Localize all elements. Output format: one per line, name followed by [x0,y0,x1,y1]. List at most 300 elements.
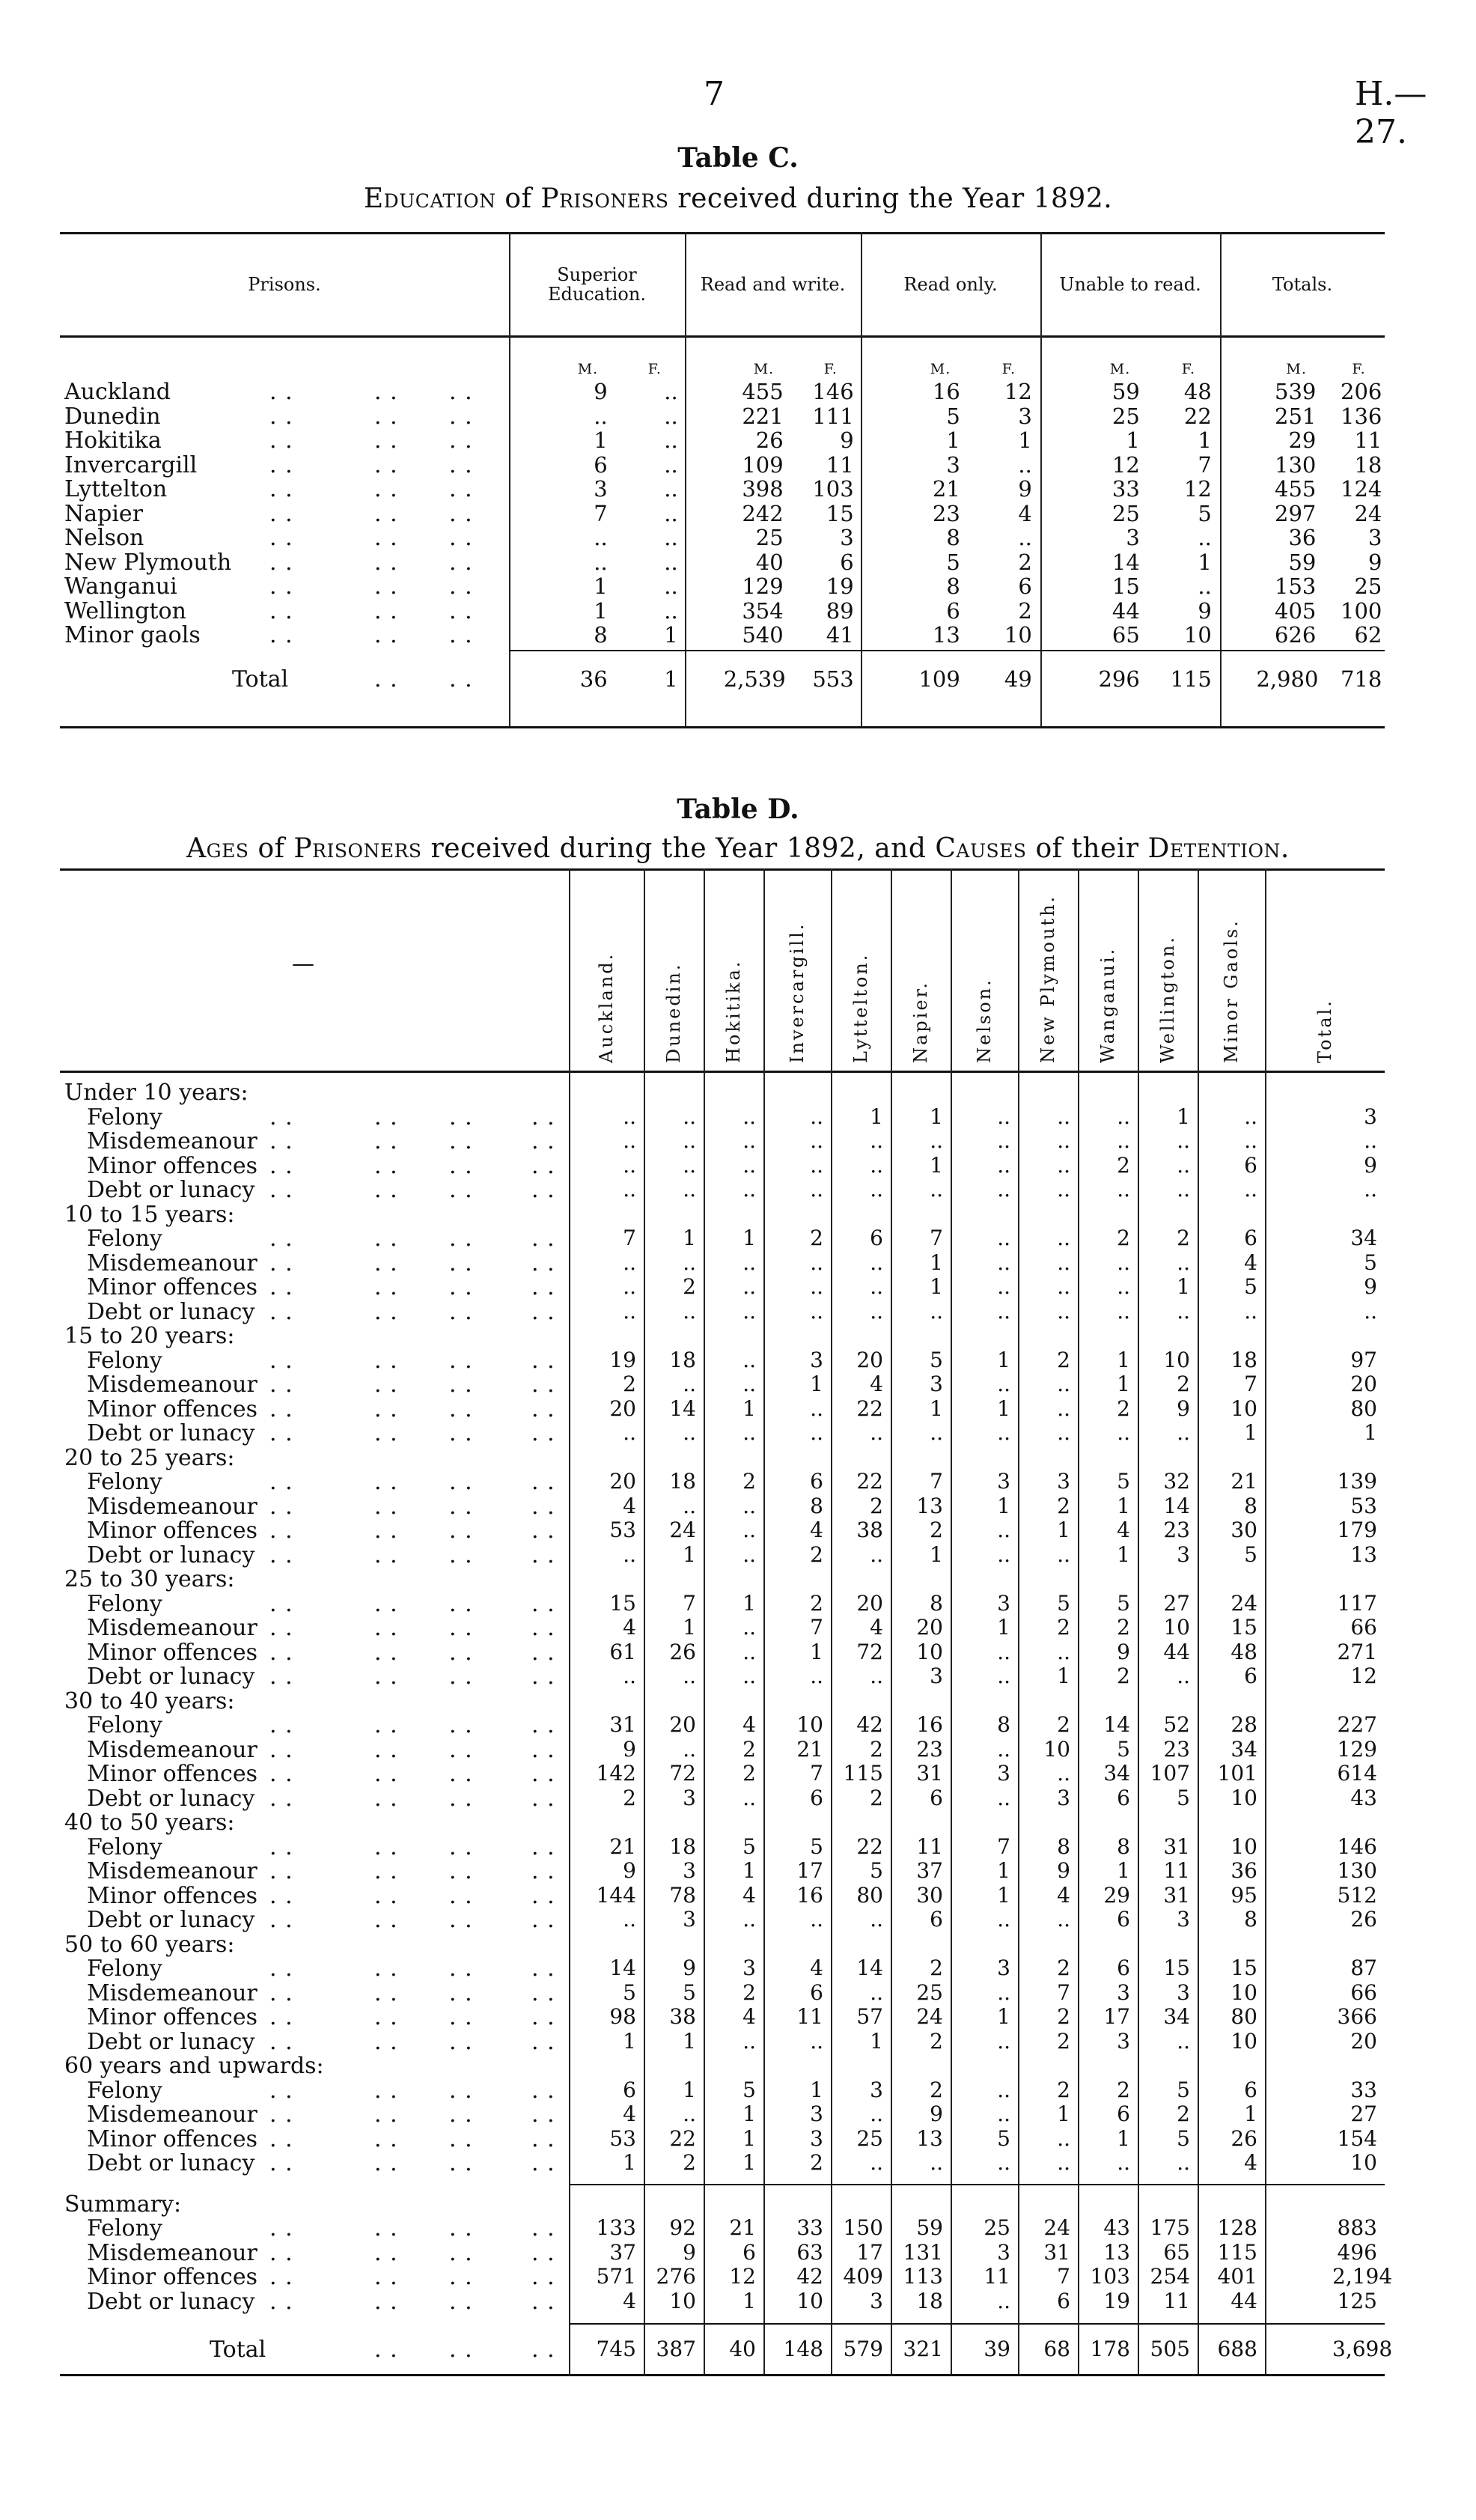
table-cell: 146 [812,379,854,404]
table-cell: 2,194 [1332,2264,1393,2289]
table-cell: 883 [1337,2215,1377,2240]
table-cell: 4 [1244,2150,1257,2175]
leader-dots: . . [449,1907,473,1933]
leader-dots: . . [449,1590,473,1617]
table-cell: .. [870,1177,883,1202]
table-cell: 59 [916,2215,943,2240]
table-cell: 7 [810,1615,823,1640]
row-label: Debt or lunacy [87,2288,255,2315]
column-divider [763,868,765,2374]
column-header: Hokitika. [723,959,744,1063]
table-cell: 22 [669,2125,696,2151]
leader-dots: . . [374,622,398,648]
row-label: Felony [87,1590,162,1617]
table-cell: .. [594,549,608,575]
table-cell: 87 [1350,1956,1377,1980]
leader-dots: . . [269,1396,293,1422]
table-cell: .. [1057,1372,1070,1396]
page-header [0,75,1476,151]
total-cell: 148 [783,2337,823,2361]
table-cell: 1 [683,1541,696,1567]
table-cell: 5 [1177,2077,1190,2102]
table-cell: .. [623,1274,636,1299]
table-cell: .. [1364,1128,1377,1153]
leader-dots: . . [269,1128,293,1154]
rule-header [60,1071,1385,1073]
table-cell: 540 [742,622,784,648]
table-cell: 2 [1117,1396,1130,1421]
leader-dots: . . [449,1956,473,1982]
table-cell: 6 [930,1907,943,1932]
leader-dots: . . [449,1177,473,1203]
leader-dots: . . [269,451,293,478]
table-cell: 24 [1354,500,1382,526]
leader-dots: . . [374,403,398,430]
table-cell: .. [930,1177,943,1202]
table-cell: 8 [1057,1833,1070,1859]
leader-dots: . . [374,1469,398,1495]
table-cell: .. [1057,1226,1070,1250]
table-cell: 1 [1364,1420,1377,1445]
table-cell: 24 [669,1518,696,1542]
table-cell: 1 [1126,427,1140,453]
table-cell: 2 [1117,1615,1130,1640]
table-cell: .. [683,1250,696,1275]
table-cell: 12 [1111,451,1140,478]
table-cell: 78 [669,1882,696,1908]
table-cell: .. [742,1785,756,1810]
table-cell: 21 [1230,1469,1257,1494]
total-cell: 178 [1090,2337,1130,2361]
leader-dots: . . [374,1250,398,1276]
leader-dots: . . [374,1882,398,1909]
table-cell: 409 [843,2264,883,2289]
table-cell: 63 [796,2239,823,2265]
row-label: Misdemeanour [87,1858,257,1884]
row-label: Debt or lunacy [87,2150,255,2176]
leader-dots: . . [374,597,398,624]
table-cell: 62 [1354,622,1382,648]
table-cell: 2 [623,1785,636,1810]
table-cell: 455 [742,379,784,404]
table-cell: 251 [1275,403,1317,429]
column-header: Read and write. [700,273,846,295]
table-cell: 25 [1111,403,1140,429]
table-cell: 80 [856,1882,883,1908]
table-cell: 1 [1018,427,1032,453]
table-cell: 17 [796,1858,823,1883]
table-cell: 25 [1111,500,1140,526]
leader-dots: . . [531,1712,555,1738]
table-cell: .. [1177,1128,1190,1153]
leader-dots: . . [531,1590,555,1617]
table-cell: .. [997,2101,1010,2126]
sex-subheader: F. [1001,361,1016,377]
leader-dots: . . [269,1469,293,1495]
leader-dots: . . [269,1104,293,1130]
table-cell: 1 [997,1396,1010,1421]
table-cell: 2 [810,1541,823,1567]
table-cell: 1 [930,1274,943,1299]
table-cell: 1 [1177,1104,1190,1129]
row-label: Debt or lunacy [87,1664,255,1690]
leader-dots: . . [531,1979,555,2006]
leader-dots: . . [374,1128,398,1154]
table-cell: .. [997,1785,1010,1810]
leader-dots: . . [449,2337,473,2363]
row-label: Minor offences [87,1152,257,1179]
row-label: Minor offences [87,1518,257,1544]
table-cell: 18 [669,1347,696,1372]
table-d-title: Table D. [677,794,799,825]
sex-subheader: M. [1109,361,1131,377]
table-cell: 59 [1111,379,1140,404]
table-cell: 15 [1230,1615,1257,1640]
leader-dots: . . [269,1639,293,1666]
table-cell: .. [742,1250,756,1275]
total-cell: 36 [579,666,608,692]
table-cell: 17 [856,2239,883,2265]
leader-dots: . . [449,2004,473,2030]
table-cell: 5 [1177,1785,1190,1810]
row-label: Misdemeanour [87,1493,257,1520]
leader-dots: . . [449,1128,473,1154]
table-cell: 66 [1350,1979,1377,2005]
table-cell: 27 [1163,1590,1190,1616]
table-cell: 5 [1117,1590,1130,1616]
leader-dots: . . [269,2004,293,2030]
leader-dots: . . [449,1396,473,1422]
table-cell: .. [742,1615,756,1640]
leader-dots: . . [374,476,398,502]
table-cell: 1 [1117,1493,1130,1518]
table-cell: .. [870,1979,883,2005]
table-cell: 1 [930,1250,943,1275]
table-cell: .. [1177,2028,1190,2054]
leader-dots: . . [374,2288,398,2315]
table-cell: 496 [1337,2239,1377,2265]
table-cell: 2 [1057,2028,1070,2054]
table-cell: 23 [1163,1736,1190,1762]
table-cell: 130 [1275,451,1317,478]
table-cell: 1 [997,1882,1010,1908]
leader-dots: . . [449,1469,473,1495]
table-cell: 59 [1288,549,1317,575]
table-cell: 24 [1230,1590,1257,1616]
table-cell: 153 [1275,573,1317,599]
column-divider [891,868,892,2374]
table-cell: .. [683,1493,696,1518]
age-group-label: 60 years and upwards: [64,2053,324,2079]
leader-dots: . . [531,2101,555,2128]
column-header: Superior Education. [548,264,646,305]
column-divider [1018,868,1019,2374]
leader-dots: . . [269,1152,293,1179]
table-cell: .. [870,1250,883,1275]
leader-dots: . . [449,2125,473,2152]
prison-name: Napier [64,500,144,527]
column-header: Napier. [910,980,931,1063]
row-label: Misdemeanour [87,1979,257,2006]
table-cell: .. [1057,1177,1070,1202]
table-cell: 221 [742,403,784,429]
leader-dots: . . [531,1761,555,1787]
table-cell: 7 [1057,1979,1070,2005]
prison-name: Wellington [64,597,186,624]
table-cell: 107 [1150,1761,1190,1786]
table-cell: 1 [1198,549,1212,575]
leader-dots: . . [531,1104,555,1130]
table-cell: 28 [1230,1712,1257,1737]
table-cell: 18 [669,1469,696,1494]
leader-dots: . . [449,666,473,693]
row-label: Felony [87,1226,162,1252]
leader-dots: . . [531,1420,555,1446]
table-cell: 21 [796,1736,823,1762]
table-cell: 8 [1117,1833,1130,1859]
table-cell: .. [742,2028,756,2054]
leader-dots: . . [374,2215,398,2241]
leader-dots: . . [269,1177,293,1203]
leader-dots: . . [374,451,398,478]
table-cell: 150 [843,2215,883,2240]
table-cell: 1 [930,1104,943,1129]
leader-dots: . . [449,1639,473,1666]
sex-subheader: F. [647,361,662,377]
table-cell: .. [1177,2150,1190,2175]
table-cell: 72 [669,1761,696,1786]
leader-dots: . . [531,1858,555,1884]
table-cell: 131 [903,2239,943,2265]
row-label: Minor offences [87,1882,257,1909]
leader-dots: . . [374,1785,398,1812]
column-divider [1138,868,1139,2374]
table-cell: 40 [755,549,784,575]
leader-dots: . . [374,1664,398,1690]
table-cell: 3 [1117,2028,1130,2054]
leader-dots: . . [531,1493,555,1520]
leader-dots: . . [269,2239,293,2266]
table-cell: 9 [683,1956,696,1980]
table-cell: 1 [1117,1858,1130,1883]
table-cell: 2 [1057,1347,1070,1372]
table-cell: .. [1018,525,1032,550]
table-cell: 1 [810,2077,823,2102]
table-cell: .. [664,573,678,599]
table-cell: .. [623,1177,636,1202]
table-cell: .. [997,1639,1010,1664]
table-cell: 1 [594,597,608,624]
table-cell: 2 [742,1761,756,1786]
table-cell: 1 [946,427,960,453]
total-cell: 49 [1004,666,1032,692]
table-cell: 89 [826,597,854,624]
row-label: Debt or lunacy [87,1907,255,1933]
table-cell: .. [742,1664,756,1688]
leader-dots: . . [531,2215,555,2241]
table-cell: 2 [930,1956,943,1980]
table-cell: 2 [1177,2101,1190,2126]
table-cell: 6 [870,1226,883,1250]
table-cell: .. [1177,1177,1190,1202]
table-cell: 2 [1018,597,1032,624]
table-cell: 26 [1350,1907,1377,1932]
leader-dots: . . [269,2288,293,2315]
leader-dots: . . [531,1882,555,1909]
leader-dots: . . [449,1858,473,1884]
table-cell: 16 [916,1712,943,1737]
leader-dots: . . [374,2264,398,2290]
leader-dots: . . [531,1469,555,1495]
leader-dots: . . [269,1712,293,1738]
table-cell: 4 [742,1882,756,1908]
leader-dots: . . [374,2239,398,2266]
leader-dots: . . [269,1274,293,1300]
row-label: Debt or lunacy [87,1420,255,1446]
table-cell: 31 [609,1712,636,1737]
leader-dots: . . [531,1639,555,1666]
table-cell: 1 [810,1372,823,1396]
table-cell: 117 [1337,1590,1377,1616]
table-cell: 5 [870,1858,883,1883]
leader-dots: . . [449,1104,473,1130]
leader-dots: . . [269,549,293,576]
table-cell: 7 [997,1833,1010,1859]
table-cell: .. [810,1298,823,1324]
age-group-label: 15 to 20 years: [64,1323,235,1349]
leader-dots: . . [269,1956,293,1982]
table-cell: 30 [916,1882,943,1908]
leader-dots: . . [269,2150,293,2176]
leader-dots: . . [374,1518,398,1544]
table-cell: 41 [826,622,854,648]
leader-dots: . . [449,1664,473,1690]
table-cell: .. [742,1152,756,1178]
row-label: Minor offences [87,1639,257,1666]
table-cell: .. [1364,1298,1377,1324]
table-cell: .. [997,1128,1010,1153]
table-cell: 16 [796,1882,823,1908]
leader-dots: . . [374,1298,398,1325]
table-cell: 539 [1275,379,1317,404]
table-cell: 2 [810,1590,823,1616]
table-cell: .. [1057,1396,1070,1421]
leader-dots: . . [531,1128,555,1154]
table-cell: 3 [810,1347,823,1372]
table-cell: 18 [1230,1347,1257,1372]
table-cell: 7 [930,1469,943,1494]
table-cell: 2 [810,1226,823,1250]
table-cell: 44 [1111,597,1140,624]
table-cell: 6 [1018,573,1032,599]
table-cell: 3 [683,1907,696,1932]
table-cell: 14 [609,1956,636,1980]
table-cell: 3 [742,1956,756,1980]
table-cell: 354 [742,597,784,624]
table-cell: .. [1244,1177,1257,1202]
table-cell: .. [810,1396,823,1421]
column-divider [951,868,952,2374]
table-cell: 1 [870,2028,883,2054]
table-cell: .. [997,2028,1010,2054]
table-cell: 3 [997,2239,1010,2265]
table-cell: .. [870,2101,883,2126]
leader-dots: . . [531,2288,555,2315]
table-cell: 97 [1350,1347,1377,1372]
table-cell: .. [742,1128,756,1153]
leader-dots: . . [531,1396,555,1422]
table-cell: .. [997,1372,1010,1396]
leader-dots: . . [269,1833,293,1860]
table-cell: 1 [1057,2101,1070,2126]
table-cell: 11 [916,1833,943,1859]
leader-dots: . . [374,1736,398,1763]
table-cell: .. [1364,1177,1377,1202]
table-cell: .. [683,2101,696,2126]
table-cell: .. [997,1104,1010,1129]
table-cell: 1 [742,2125,756,2151]
prison-name: Lyttelton [64,476,168,502]
row-label: Misdemeanour [87,1736,257,1763]
leader-dots: . . [269,1882,293,1909]
leader-dots: . . [374,2004,398,2030]
leader-dots: . . [449,2215,473,2241]
row-label: Misdemeanour [87,2101,257,2128]
table-cell: .. [623,1152,636,1178]
table-cell: 1 [997,1615,1010,1640]
table-cell: .. [1057,1128,1070,1153]
table-cell: 13 [1350,1541,1377,1567]
table-cell: 1 [594,573,608,599]
table-cell: 5 [997,2125,1010,2151]
table-cell: 9 [1018,476,1032,502]
table-cell: 26 [669,1639,696,1664]
table-cell: 6 [930,1785,943,1810]
table-cell: .. [810,2028,823,2054]
table-cell: 29 [1288,427,1317,453]
table-cell: 1 [683,2077,696,2102]
table-cell: 2 [1117,1664,1130,1688]
table-cell: 11 [1163,2288,1190,2313]
table-cell: 34 [1163,2004,1190,2029]
table-cell: .. [930,1420,943,1445]
leader-dots: . . [531,2239,555,2266]
table-cell: .. [1057,1274,1070,1299]
table-cell: 19 [1103,2288,1130,2313]
table-cell: 9 [1198,597,1212,624]
rule-top [60,868,1385,871]
table-cell: .. [1057,2125,1070,2151]
table-cell: 25 [984,2215,1010,2240]
rule-bottom [60,2374,1385,2376]
leader-dots: . . [449,476,473,502]
leader-dots: . . [374,1541,398,1568]
table-cell: .. [664,451,678,478]
leader-dots: . . [531,2337,555,2363]
table-cell: 113 [903,2264,943,2289]
table-cell: .. [742,1420,756,1445]
table-cell: 2 [930,2028,943,2054]
table-cell: 33 [1111,476,1140,502]
leader-dots: . . [374,2150,398,2176]
table-cell: .. [594,403,608,429]
leader-dots: . . [449,2288,473,2315]
table-cell: 1 [623,2150,636,2175]
table-cell: 80 [1350,1396,1377,1421]
row-label: Debt or lunacy [87,1298,255,1325]
table-cell: 9 [594,379,608,404]
leader-dots: . . [449,2101,473,2128]
